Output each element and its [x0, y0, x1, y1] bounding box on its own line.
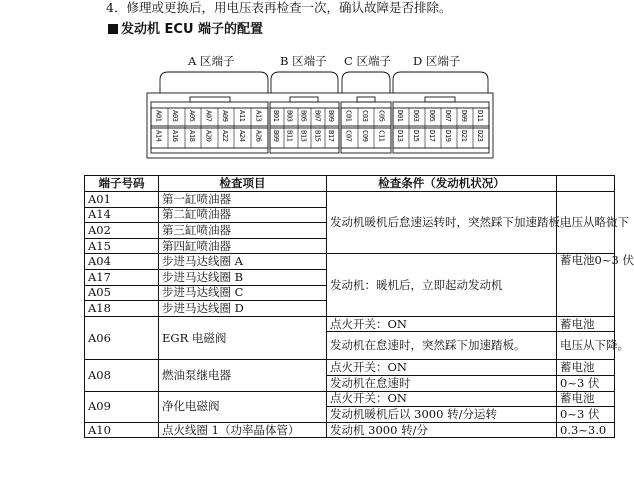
- condition-cell: 发动机在怠速时，突然踩下加速踏板。: [327, 332, 557, 360]
- header-terminal: 端子号码: [85, 176, 159, 192]
- result-cell: 蓄电池: [557, 360, 615, 376]
- result-cell: 0.3~3.0: [557, 422, 615, 438]
- item-cell: 第四缸喷油器: [159, 238, 327, 254]
- result-cell: 蓄电池0~3 伏: [557, 254, 615, 316]
- table-row: [85, 254, 615, 270]
- pin-label-a14: A14: [154, 130, 164, 142]
- terminal-table: [84, 175, 634, 438]
- table-row: [85, 391, 615, 407]
- pin-label-a18: A18: [187, 130, 197, 142]
- pin-label-a01: A01: [154, 110, 164, 122]
- terminal-cell: A17: [85, 269, 159, 285]
- pin-label-a13: A13: [254, 110, 264, 122]
- pin-label-d23: D23: [476, 130, 485, 142]
- condition-cell: 点火开关：ON: [327, 391, 557, 407]
- terminal-cell: A04: [85, 254, 159, 270]
- condition-cell: 点火开关：ON: [327, 316, 557, 332]
- condition-cell: 点火开关：ON: [327, 360, 557, 376]
- intro-line: 4．修理或更换后，用电压表再检查一次，确认故障是否排除。: [106, 0, 452, 15]
- pin-label-d07: D07: [444, 110, 453, 122]
- result-cell: 0~3 伏: [557, 407, 615, 423]
- table-header-row: [85, 176, 615, 192]
- pin-label-c11: C11: [377, 130, 387, 142]
- zone-label-d: D 区端子: [413, 54, 461, 68]
- brace-a: [160, 72, 268, 93]
- pin-label-d15: D15: [412, 130, 421, 142]
- item-cell: 第一缸喷油器: [159, 192, 327, 208]
- pin-label-c07: C07: [344, 130, 354, 142]
- pin-label-c09: C09: [361, 130, 370, 142]
- table-row: [85, 422, 615, 438]
- terminal-cell: A06: [85, 316, 159, 360]
- pin-label-a26: A26: [254, 130, 264, 142]
- pin-label-a05: A05: [187, 110, 197, 122]
- terminal-cell: A02: [85, 223, 159, 239]
- section-title-text: 发动机 ECU 端子的配置: [121, 22, 264, 37]
- item-cell: 第三缸喷油器: [159, 223, 327, 239]
- header-condition: 检查条件（发动机状况）: [327, 176, 557, 192]
- pin-label-d03: D03: [412, 110, 421, 122]
- pin-label-c01: C01: [344, 110, 354, 122]
- pin-label-d11: D11: [476, 110, 485, 122]
- header-result: [557, 176, 615, 192]
- pin-label-c03: C03: [361, 110, 370, 122]
- terminal-cell: A08: [85, 360, 159, 391]
- ecu-connector-diagram: [0, 0, 601, 175]
- pin-label-d17: D17: [428, 130, 437, 142]
- pin-label-b07: B07: [313, 110, 323, 122]
- pin-label-a03: A03: [171, 110, 181, 122]
- pin-label-d05: D05: [428, 110, 437, 122]
- result-cell: 0~3 伏: [557, 375, 615, 391]
- item-cell: 步进马达线圈 D: [159, 301, 327, 317]
- pin-label-b13: B13: [299, 130, 309, 142]
- pin-label-a22: A22: [221, 130, 231, 142]
- condition-cell: 发动机 3000 转/分: [327, 422, 557, 438]
- terminal-cell: A10: [85, 422, 159, 438]
- zone-label-b: B 区端子: [280, 54, 327, 68]
- condition-cell: 发动机：暖机后，立即起动发动机: [327, 254, 557, 316]
- brace-d: [393, 72, 488, 93]
- terminal-cell: A09: [85, 391, 159, 422]
- brace-b: [271, 72, 338, 93]
- pin-label-d09: D09: [460, 110, 469, 122]
- header-item: 检查项目: [159, 176, 327, 192]
- item-cell: 步进马达线圈 A: [159, 254, 327, 270]
- result-cell: 电压从略微下: [557, 192, 615, 254]
- table-row: [85, 316, 615, 332]
- table-row: [85, 192, 615, 208]
- terminal-cell: A05: [85, 285, 159, 301]
- pin-label-b15: B15: [313, 130, 323, 142]
- pin-label-b01: B01: [271, 110, 281, 122]
- table-row: [85, 360, 615, 376]
- pin-label-d13: D13: [396, 130, 405, 142]
- pin-label-a24: A24: [237, 130, 247, 142]
- pin-label-b09: B09: [327, 110, 337, 122]
- condition-cell: 发动机暖机后以 3000 转/分运转: [327, 407, 557, 423]
- zone-label-c: C 区端子: [344, 54, 391, 68]
- condition-cell: 发动机暖机后怠速运转时，突然踩下加速踏板。: [327, 192, 557, 254]
- pin-label-d01: D01: [396, 110, 405, 122]
- pin-label-a16: A16: [171, 130, 181, 142]
- pin-label-b17: B17: [327, 130, 337, 142]
- pin-label-d19: D19: [444, 130, 453, 142]
- pin-label-b11: B11: [285, 130, 295, 142]
- terminal-cell: A14: [85, 207, 159, 223]
- pin-label-b09: B09: [271, 130, 281, 142]
- terminal-cell: A18: [85, 301, 159, 317]
- result-cell: 电压从下降。: [557, 332, 615, 360]
- brace-c: [342, 72, 390, 93]
- pin-label-a20: A20: [204, 130, 214, 142]
- terminal-cell: A01: [85, 192, 159, 208]
- item-cell: 步进马达线圈 C: [159, 285, 327, 301]
- pin-label-b03: B03: [285, 110, 295, 122]
- item-cell: 第二缸喷油器: [159, 207, 327, 223]
- result-cell: 蓄电池: [557, 391, 615, 407]
- terminal-cell: A15: [85, 238, 159, 254]
- item-cell: 净化电磁阀: [159, 391, 327, 422]
- condition-cell: 发动机在怠速时: [327, 375, 557, 391]
- pin-label-b05: B05: [299, 110, 309, 122]
- pin-label-c05: C05: [377, 110, 387, 122]
- result-cell: 蓄电池: [557, 316, 615, 332]
- item-cell: 步进马达线圈 B: [159, 269, 327, 285]
- pin-label-a11: A11: [237, 110, 247, 122]
- pin-label-d21: D21: [460, 130, 469, 142]
- pin-label-a09: A09: [221, 110, 231, 122]
- zone-label-a: A 区端子: [188, 54, 235, 68]
- item-cell: EGR 电磁阀: [159, 316, 327, 360]
- item-cell: 点火线圈 1（功率晶体管）: [159, 422, 327, 438]
- pin-label-a07: A07: [204, 110, 214, 122]
- item-cell: 燃油泵继电器: [159, 360, 327, 391]
